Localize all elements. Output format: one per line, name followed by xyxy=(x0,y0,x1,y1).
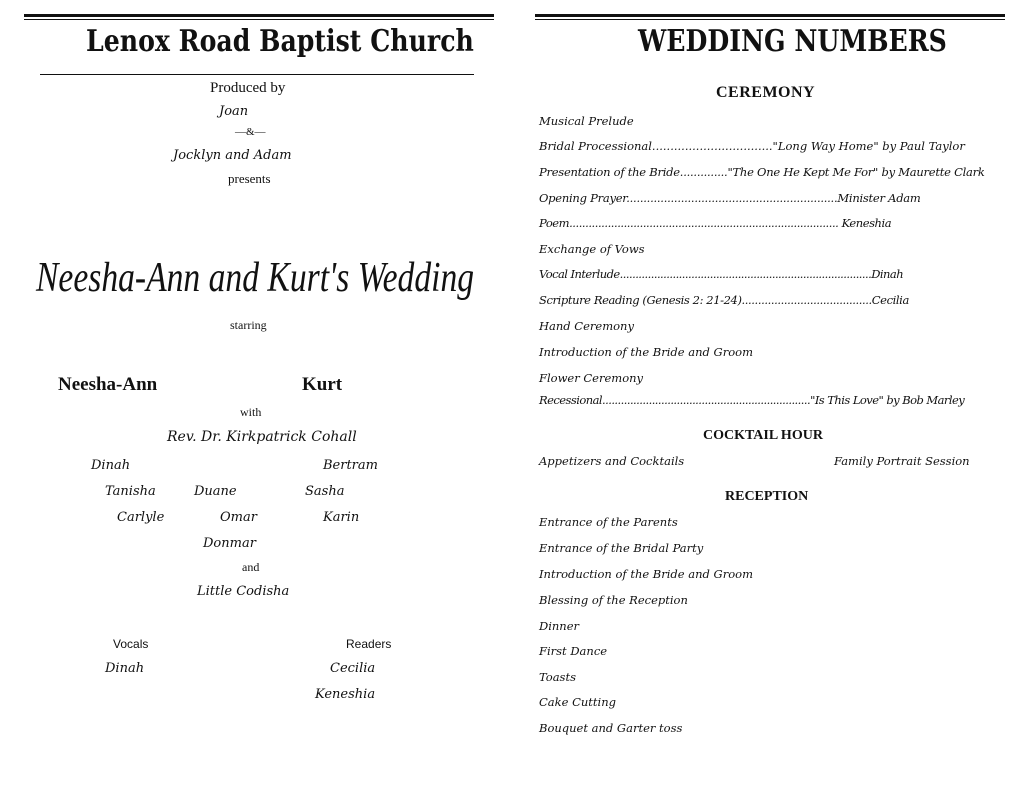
ceremony-item: Musical Prelude xyxy=(539,114,634,128)
reception-item: Cake Cutting xyxy=(539,695,616,709)
starring-label: starring xyxy=(230,318,267,332)
reception-heading: RECEPTION xyxy=(725,489,809,504)
cast-omar: Omar xyxy=(220,510,257,525)
vocals-name: Dinah xyxy=(105,661,145,676)
ceremony-item: Scripture Reading (Genesis 2: 21-24)........................................Cecilia xyxy=(539,293,909,307)
groom-name: Kurt xyxy=(302,374,343,395)
reception-item: Dinner xyxy=(539,619,580,633)
ceremony-item: Flower Ceremony xyxy=(539,371,644,385)
wedding-numbers-heading: WEDDING NUMBERS xyxy=(638,24,947,59)
cast-carlyle: Carlyle xyxy=(117,510,165,525)
top-rule-left-thin xyxy=(24,19,494,20)
presents-label: presents xyxy=(228,171,271,186)
ceremony-item: Presentation of the Bride.............."The One He Kept Me For" by Maurette Clark xyxy=(539,165,985,179)
cast-karin: Karin xyxy=(323,510,360,525)
with-label: with xyxy=(240,405,262,419)
cast-sasha: Sasha xyxy=(305,484,345,499)
ceremony-item: Opening Prayer..............................................................Minister Adam xyxy=(539,191,921,205)
ceremony-heading: CEREMONY xyxy=(716,84,816,101)
reception-item: Bouquet and Garter toss xyxy=(539,721,683,735)
reception-item: Introduction of the Bride and Groom xyxy=(539,567,753,581)
cast-and: and xyxy=(242,560,260,574)
ceremony-item: Recessional..................................................................."Is This Love" by Bob Marley xyxy=(539,393,965,407)
reception-item: First Dance xyxy=(539,644,608,658)
produced-by-label: Produced by xyxy=(210,80,286,96)
cast-tanisha: Tanisha xyxy=(105,484,156,499)
bride-name: Neesha-Ann xyxy=(58,374,158,395)
church-underline xyxy=(40,74,474,75)
ceremony-item: Vocal Interlude.................................................................................Dinah xyxy=(539,267,904,281)
reception-item: Entrance of the Parents xyxy=(539,515,678,529)
ampersand-divider: —&— xyxy=(235,126,266,138)
readers-label: Readers xyxy=(346,637,392,651)
reception-item: Toasts xyxy=(539,670,576,684)
cocktail-item-appetizers: Appetizers and Cocktails xyxy=(539,454,685,468)
cocktail-item-portrait: Family Portrait Session xyxy=(834,454,970,468)
ceremony-item: Exchange of Vows xyxy=(539,242,645,256)
top-rule-right-thin xyxy=(535,19,1005,20)
top-rule-right xyxy=(535,14,1005,17)
reception-item: Entrance of the Bridal Party xyxy=(539,541,704,555)
cast-little-codisha: Little Codisha xyxy=(197,584,290,599)
church-name: Lenox Road Baptist Church xyxy=(86,24,474,59)
ceremony-item: Poem.................................................................................... Keneshia xyxy=(539,216,892,230)
cast-duane: Duane xyxy=(194,484,237,499)
officiant-name: Rev. Dr. Kirkpatrick Cohall xyxy=(167,429,357,445)
reader-keneshia: Keneshia xyxy=(315,687,376,702)
reader-cecilia: Cecilia xyxy=(330,661,376,676)
reception-item: Blessing of the Reception xyxy=(539,593,688,607)
top-rule-left xyxy=(24,14,494,17)
ceremony-item: Hand Ceremony xyxy=(539,319,634,333)
cast-donmar: Donmar xyxy=(203,536,256,551)
ceremony-item: Introduction of the Bride and Groom xyxy=(539,345,753,359)
producer-jocklyn-adam: Jocklyn and Adam xyxy=(173,148,292,163)
ceremony-item: Bridal Processional................................."Long Way Home" by Paul Taylor xyxy=(539,139,965,153)
cocktail-hour-heading: COCKTAIL HOUR xyxy=(703,428,823,443)
wedding-title: Neesha-Ann and Kurt's Wedding xyxy=(36,255,475,301)
cast-bertram: Bertram xyxy=(323,458,378,473)
vocals-label: Vocals xyxy=(113,637,149,651)
producer-joan: Joan xyxy=(219,104,249,119)
cast-dinah: Dinah xyxy=(91,458,131,473)
